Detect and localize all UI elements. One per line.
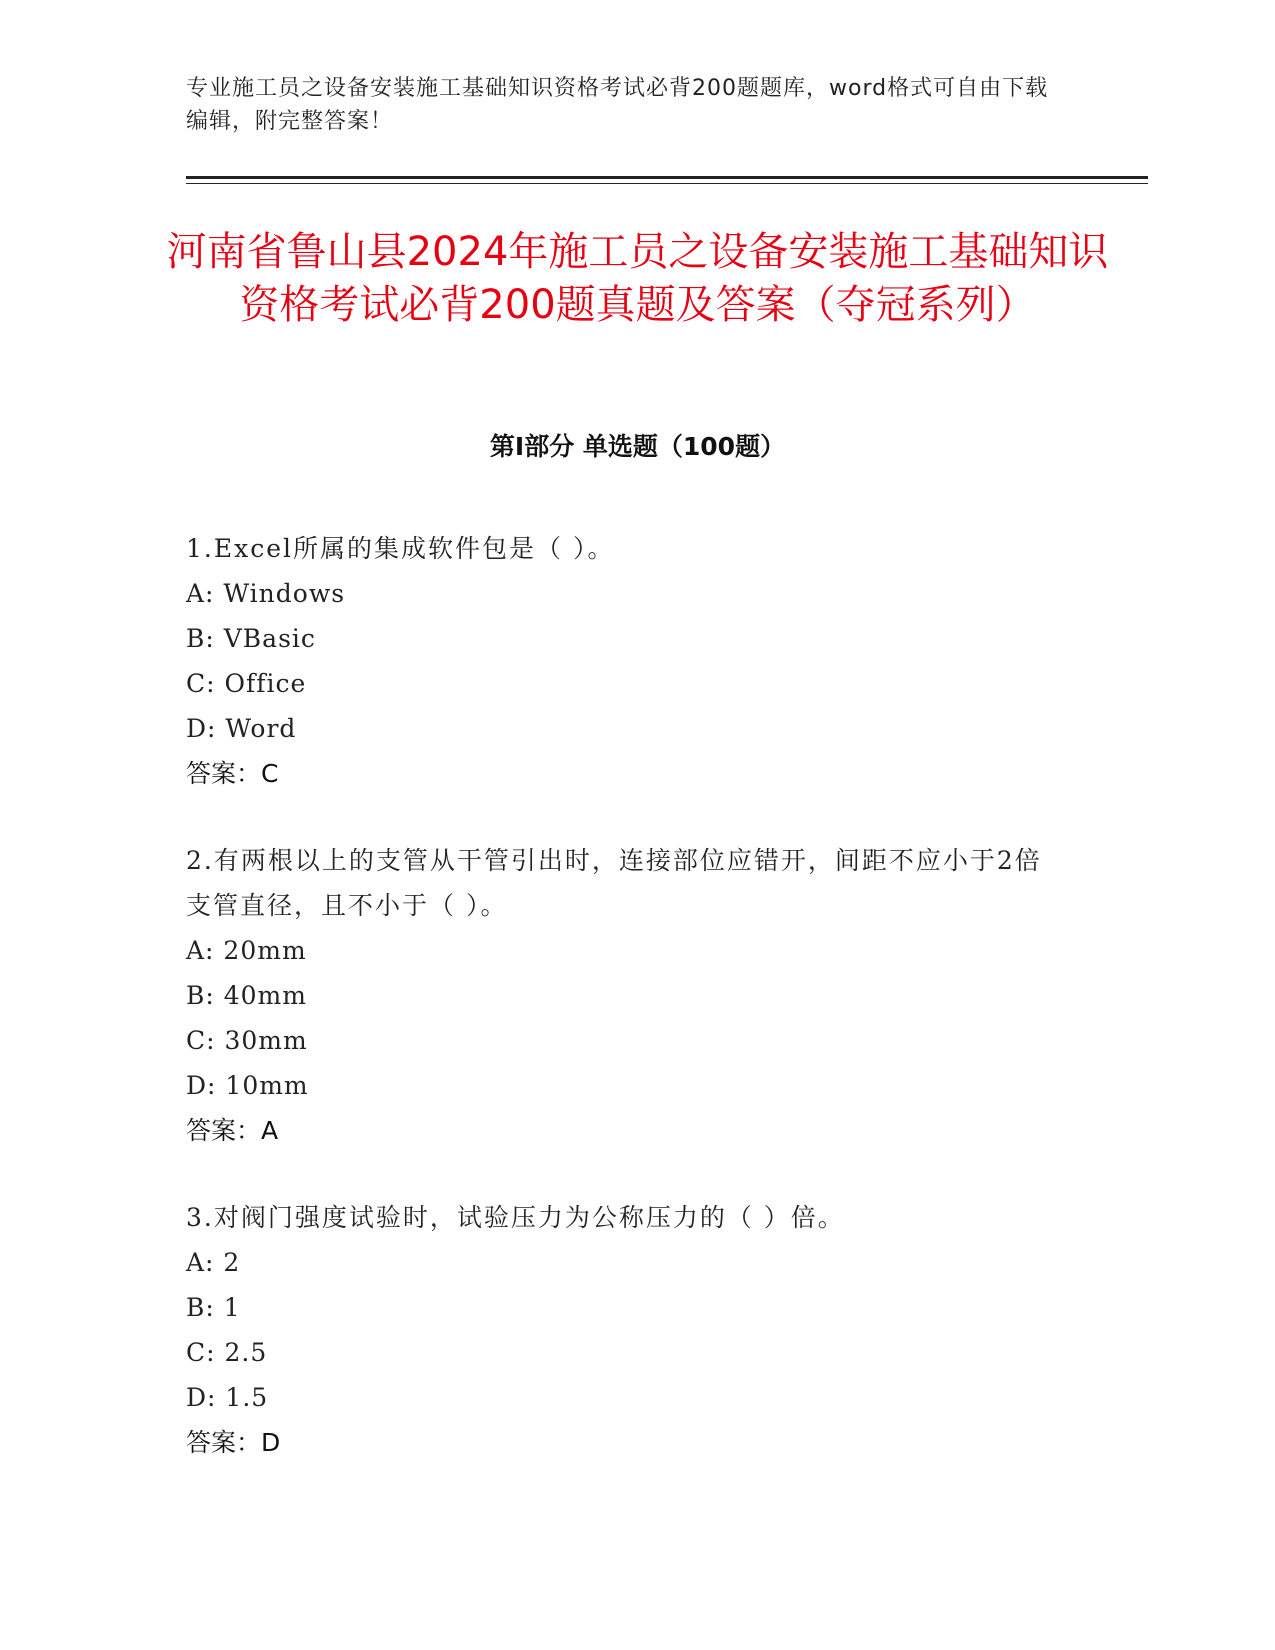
option-d: D: 1.5 — [186, 1383, 269, 1412]
question-list — [186, 526, 1066, 1507]
answer: 答案：C — [186, 759, 279, 788]
option-c: C: 2.5 — [186, 1338, 268, 1367]
question-3 — [186, 1195, 1066, 1465]
option-a: A: 20mm — [186, 936, 307, 965]
option-b: B: 40mm — [186, 981, 307, 1010]
option-d: D: 10mm — [186, 1071, 309, 1100]
question-2 — [186, 838, 1066, 1153]
answer: 答案：A — [186, 1116, 279, 1145]
option-b: B: VBasic — [186, 624, 316, 653]
document-title: 河南省鲁山县2024年施工员之设备安装施工基础知识资格考试必背200题真题及答案（夺冠系列） — [166, 229, 1109, 328]
header-rule-thin — [186, 183, 1148, 184]
option-c: C: Office — [186, 669, 307, 698]
question-stem: 3.对阀门强度试验时，试验压力为公称压力的（ ）倍。 — [186, 1203, 845, 1232]
option-a: A: Windows — [186, 579, 346, 608]
question-stem: 1.Excel所属的集成软件包是（ ）。 — [186, 534, 615, 563]
option-b: B: 1 — [186, 1293, 241, 1322]
option-c: C: 30mm — [186, 1026, 308, 1055]
option-a: A: 2 — [186, 1248, 241, 1277]
question-1 — [186, 526, 1066, 796]
header-rule-thick — [186, 176, 1148, 179]
question-stem: 2.有两根以上的支管从干管引出时，连接部位应错开，间距不应小于2倍支管直径，且不小于（ ）。 — [186, 846, 1042, 920]
answer: 答案：D — [186, 1428, 281, 1457]
section-title: 第Ⅰ部分 单选题（100题） — [489, 432, 786, 461]
option-d: D: Word — [186, 714, 297, 743]
header-note: 专业施工员之设备安装施工基础知识资格考试必背200题题库，word格式可自由下载编辑，附完整答案！ — [186, 76, 1049, 134]
